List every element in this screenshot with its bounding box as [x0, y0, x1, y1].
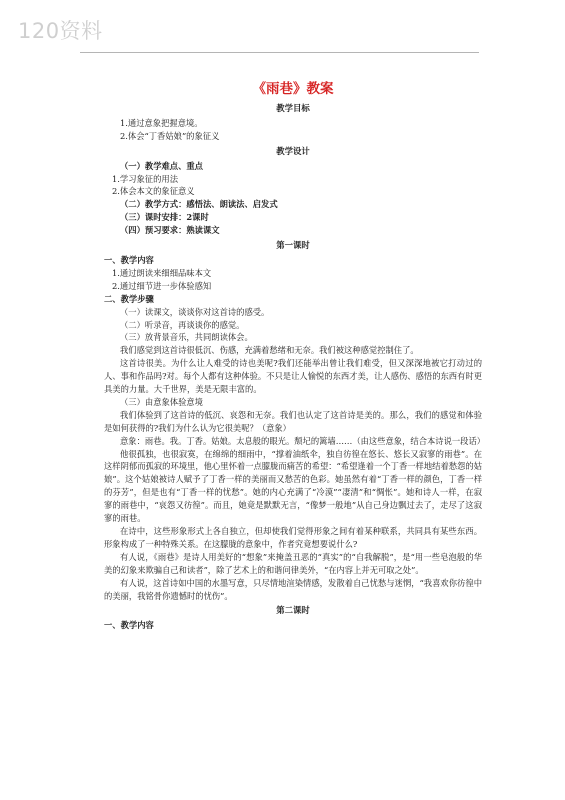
lesson1-paragraph-6: 在诗中，这些形象形式上各自独立，但却使我们觉得形象之间有着某种联系，共同具有某些东西。形象构成了一种特殊关系。在这朦胧的意象中，作者究竟想要说什么? — [104, 526, 482, 549]
lesson1-step-3: （三）放背景音乐，共同朗读体会。 — [120, 332, 253, 343]
section-heading-lesson-2: 第二课时 — [276, 605, 310, 616]
design-item-1: 1.学习象征的用法 — [112, 173, 178, 184]
lesson1-paragraph-8: 有人说，这首诗如中国的水墨写意，只尽情地渲染情感，发散着自己忧愁与迷惘，“我喜欢你彷徨中的美丽，我铭骨你遗憾时的忧伤”。 — [104, 577, 482, 601]
design-subheading-preview: （四）预习要求：熟读课文 — [120, 225, 220, 236]
lesson1-paragraph-2: 这首诗很美。为什么让人难受的诗也美呢?我们还能举出曾让我们难受，但又深深地被它打动过的人、事和作品吗?对。每个人都有这种体验。不只是让人愉悦的东西才美，让人感伤、感悟的东西有时更具美的力量。大千世界，美是无限丰富的。 — [104, 358, 482, 395]
section-heading-design: 教学设计 — [276, 145, 310, 156]
lesson1-heading-steps: 二、教学步骤 — [104, 293, 154, 304]
lesson1-step-1: （一）读课文，谈谈你对这首诗的感受。 — [120, 306, 270, 317]
lesson1-paragraph-4: 意象：雨巷。我。丁香。姑娘。太息般的眼光。颓圮的篱墙……（由这些意象，结合本诗说一段话） — [120, 435, 486, 446]
goal-item-1: 1.通过意象把握意境。 — [120, 117, 203, 128]
lesson1-content-2: 2.通过细节进一步体验感知 — [112, 280, 212, 291]
section-heading-lesson-1: 第一课时 — [276, 240, 310, 251]
lesson1-heading-content: 一、教学内容 — [104, 254, 154, 265]
design-item-2: 2.体会本文的象征意义 — [112, 186, 195, 197]
lesson1-step-4: （三）由意象体验意境 — [120, 396, 203, 407]
document-page — [104, 80, 486, 632]
goal-item-2: 2.体会“丁香姑娘”的象征义 — [120, 130, 220, 141]
lesson1-paragraph-3: 我们体验到了这首诗的低沉、哀怨和无奈。我们也认定了这首诗是美的。那么，我们的感觉和体验是如何获得的?我们为什么认为它很美呢？（意象） — [104, 409, 482, 433]
lesson1-paragraph-7: 有人说，《雨巷》是诗人用美好的“想象”来掩盖丑恶的“真实”的“自我解脱”，是“用一些皂泡般的华美的幻象来欺骗自己和读者”，除了艺术上的和谐问律美外，“在内容上并无可取之处”。 — [104, 551, 482, 575]
lesson1-paragraph-1: 我们感觉到这首诗很低沉、伤感，充满着愁绪和无奈。我们被这种感觉控制住了。 — [120, 345, 419, 356]
lesson2-heading-content: 一、教学内容 — [104, 620, 154, 631]
lesson1-paragraph-5: 他很孤独，也很寂寞，在绵绵的细雨中，“撑着油纸伞，独自彷徨在悠长、悠长又寂寥的雨巷”。在这样阴郁而孤寂的环境里，他心里怀着一点朦胧而痛苦的希望：“希望逢着一个丁香一样地结着愁怨的姑娘”。这个姑娘被诗人赋予了丁香一样的美丽而又愁苦的色彩。她虽然有着“丁香一样的颜色，丁香一样的芬芳”，但是也有“丁香一样的忧愁”。她的内心充满了“冷漠”“凄清”和“惆怅”。她和诗人一样，在寂寥的雨巷中，“哀怨又彷徨”。而且，她竟是默默无言，“像梦一般地”从自己身边飘过去了，走尽了这寂寥的雨巷。 — [104, 448, 482, 524]
section-heading-goals: 教学目标 — [276, 103, 310, 113]
design-subheading-hours: （三）课时安排：2课时 — [120, 212, 209, 223]
header-divider — [80, 52, 479, 53]
design-subheading-method: （二）教学方式：感悟法、朗读法、启发式 — [120, 199, 278, 210]
lesson1-step-2: （二）听录音，再谈谈你的感觉。 — [120, 319, 245, 330]
watermark-logo: 120资料 — [18, 19, 103, 43]
lesson1-content-1: 1.通过朗读来细细品味本文 — [112, 267, 212, 278]
document-title: 《雨巷》教案 — [252, 81, 334, 97]
design-subheading-difficulty: （一）教学难点、重点 — [120, 160, 203, 171]
